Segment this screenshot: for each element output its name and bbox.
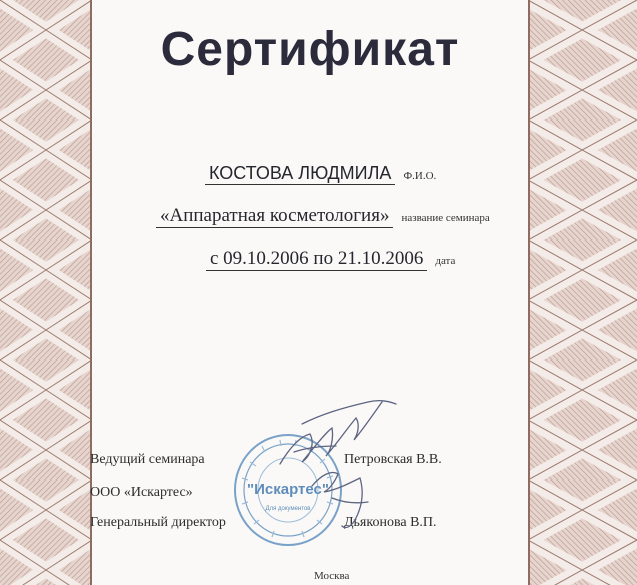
- city-text: Москва: [314, 570, 350, 582]
- stamp-center-text: "Искартес": [247, 481, 329, 498]
- handwritten-signatures: [272, 394, 404, 544]
- seminar-name-caption: название семинара: [401, 212, 490, 224]
- certificate-title: Сертификат: [160, 23, 460, 76]
- director-name: Дьяконова В.П.: [344, 515, 437, 530]
- right-ornamental-border: [528, 0, 637, 585]
- seminar-dates-line: [206, 248, 455, 270]
- director-role: Генеральный директор: [90, 515, 226, 530]
- seminar-dates-value: с 09.10.2006 по 21.10.2006: [206, 248, 427, 271]
- seminar-leader-name: Петровская В.В.: [344, 452, 442, 467]
- company-name: ООО «Искартес»: [90, 485, 193, 500]
- full-name-caption: Ф.И.О.: [403, 170, 437, 182]
- full-name-line: [205, 163, 436, 184]
- left-ornamental-border: [0, 0, 92, 585]
- seminar-name-value: «Аппаратная косметология»: [156, 205, 393, 228]
- stamp-bottom-text: Для документов: [265, 506, 311, 512]
- full-name-value: КОСТОВА ЛЮДМИЛА: [205, 163, 395, 185]
- seminar-leader-role: Ведущий семинара: [90, 452, 205, 467]
- seminar-dates-caption: дата: [435, 255, 456, 267]
- seminar-name-line: [156, 205, 490, 227]
